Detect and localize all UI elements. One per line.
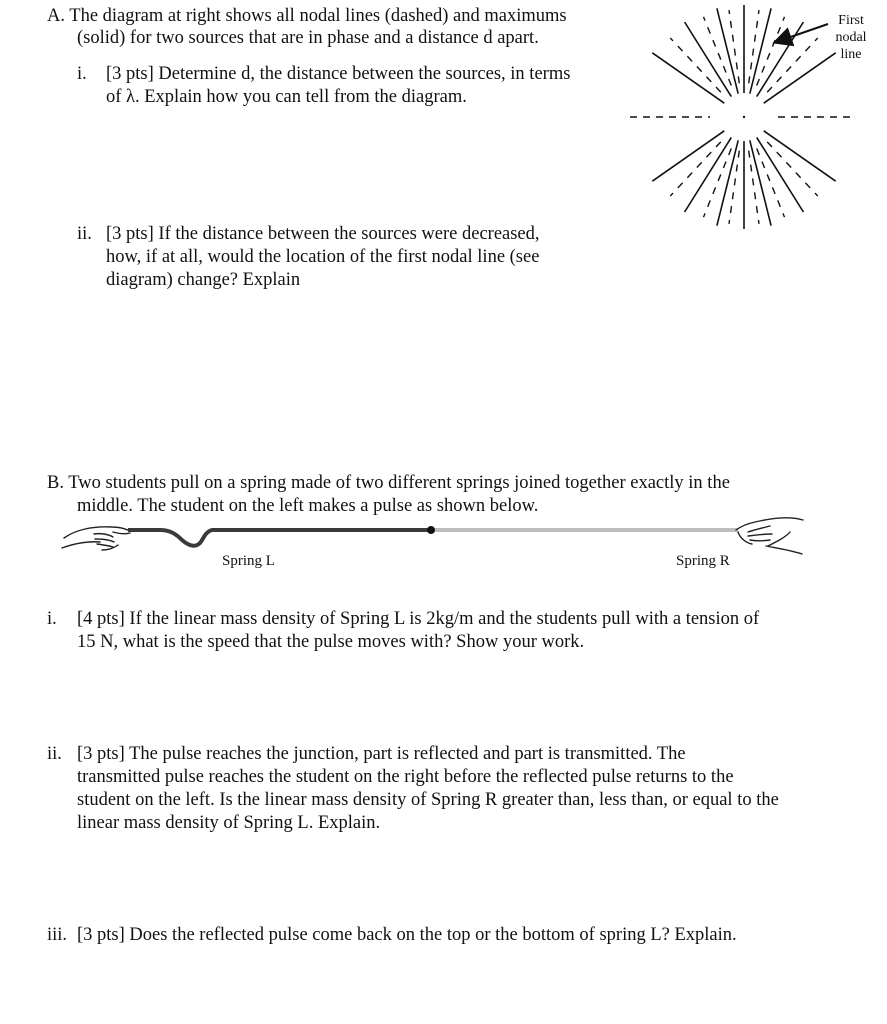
question-B-iii-number: iii. xyxy=(47,925,68,945)
maximum-line xyxy=(685,137,732,212)
maximum-line xyxy=(685,22,732,97)
spring-junction-dot xyxy=(427,526,435,534)
spring-left-label: Spring L xyxy=(222,553,275,569)
question-B-i-line2: 15 N, what is the speed that the pulse moves with? Show your work. xyxy=(77,632,585,652)
question-A-i-line1: [3 pts] Determine d, the distance between the sources, in terms xyxy=(106,64,571,84)
question-A-ii-line3: diagram) change? Explain xyxy=(106,270,301,290)
first-nodal-line-arrow xyxy=(776,24,828,42)
first-nodal-line-label xyxy=(830,12,872,63)
question-A-ii-number: ii. xyxy=(77,224,92,244)
question-B-iii-line1: [3 pts] Does the reflected pulse come back on the top or the bottom of spring L? Explain. xyxy=(77,925,737,945)
partB-intro-line2: middle. The student on the left makes a pulse as shown below. xyxy=(77,496,539,516)
maximum-line xyxy=(652,53,724,103)
right-hand-icon xyxy=(736,518,803,554)
maximum-line xyxy=(757,22,804,97)
partA-intro-line2: (solid) for two sources that are in phase and a distance d apart. xyxy=(77,28,539,48)
question-A-i-line2: of λ. Explain how you can tell from the diagram. xyxy=(106,87,467,107)
question-B-i-number: i. xyxy=(47,609,57,629)
spring-left xyxy=(128,530,430,546)
nodal-line xyxy=(749,10,759,83)
question-A-i-number: i. xyxy=(77,64,87,84)
spring-right-label: Spring R xyxy=(676,553,730,569)
partB-intro-line1: B. Two students pull on a spring made of two different springs joined together exactly in the xyxy=(47,473,730,493)
nodal-line xyxy=(729,10,739,83)
left-hand-icon xyxy=(62,527,130,550)
question-B-ii-number: ii. xyxy=(47,744,62,764)
source-midpoint-dot xyxy=(743,116,745,118)
question-A-ii-line2: how, if at all, would the location of the first nodal line (see xyxy=(106,247,540,267)
question-B-ii-line4: linear mass density of Spring L. Explain. xyxy=(77,813,381,833)
maximum-line xyxy=(757,137,804,212)
question-B-i-line1: [4 pts] If the linear mass density of Spring L is 2kg/m and the students pull with a tension of xyxy=(77,609,760,629)
maximum-line xyxy=(764,53,836,103)
partA-intro-line1: A. The diagram at right shows all nodal lines (dashed) and maximums xyxy=(47,6,567,26)
label-word-3: line xyxy=(840,47,862,62)
interference-diagram xyxy=(0,0,887,240)
maximum-line xyxy=(764,131,836,181)
maximum-line xyxy=(652,131,724,181)
question-A-ii-line1: [3 pts] If the distance between the sources were decreased, xyxy=(106,224,540,244)
question-B-ii-line3: student on the left. Is the linear mass density of Spring R greater than, less than, or equal to the xyxy=(77,790,779,810)
label-word-2: nodal xyxy=(835,30,867,45)
question-B-ii-line2: transmitted pulse reaches the student on the right before the reflected pulse returns to the xyxy=(77,767,734,787)
question-B-ii-line1: [3 pts] The pulse reaches the junction, part is reflected and part is transmitted. The xyxy=(77,744,686,764)
nodal-line xyxy=(729,151,739,224)
nodal-line xyxy=(749,151,759,224)
spring-diagram xyxy=(0,510,887,570)
label-word-1: First xyxy=(838,13,864,28)
